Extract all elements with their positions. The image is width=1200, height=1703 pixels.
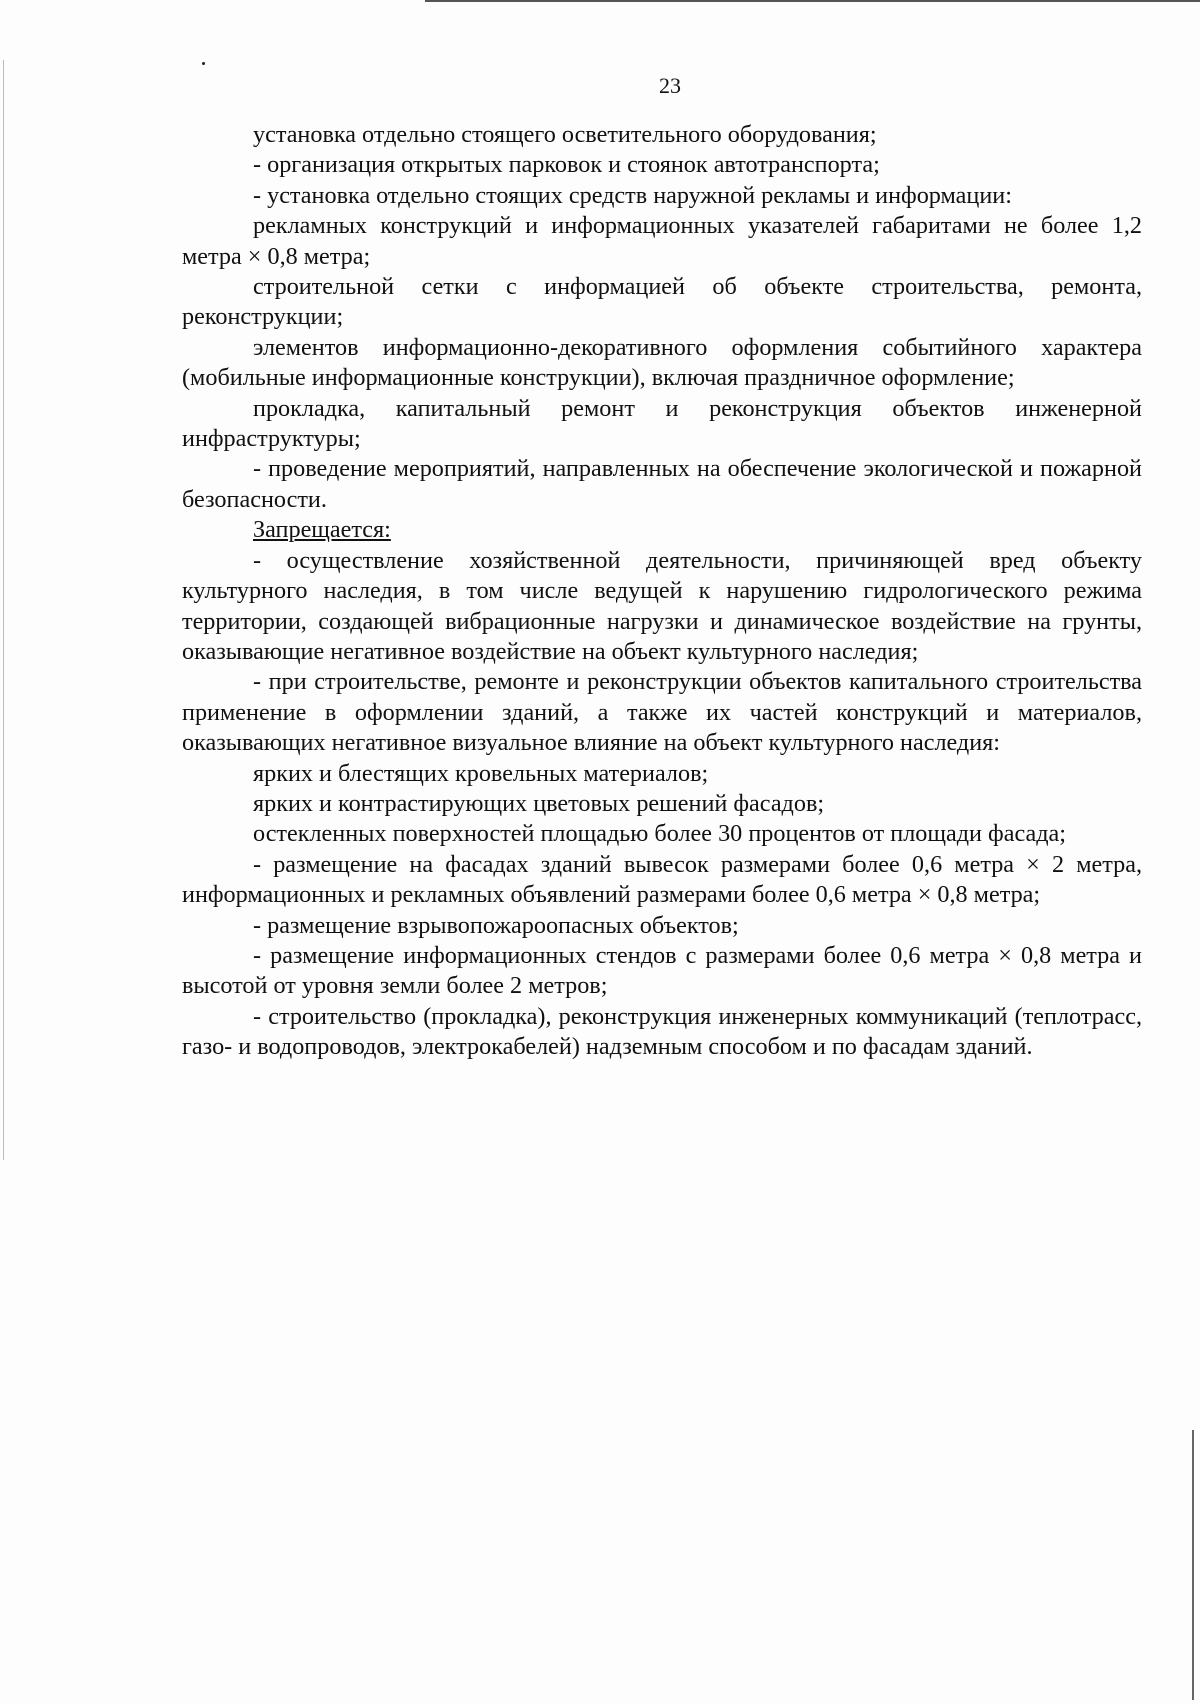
scan-edge-line [3, 60, 4, 1160]
paragraph: установка отдельно стоящего осветительного оборудования; [253, 121, 877, 148]
paragraph: - организация открытых парковок и стоянок автотранспорта; [253, 151, 880, 179]
scan-edge-line [1192, 1430, 1194, 1700]
paragraph: - размещение информационных стендов с размерами более 0,6 метра × 0,8 метра и высотой от уровня земли более 2 метров; [182, 941, 1142, 1000]
paragraph: - установка отдельно стоящих средств наружной рекламы и информации: [253, 181, 1012, 209]
paragraph: ярких и контрастирующих цветовых решений фасадов; [253, 789, 825, 817]
scan-speck [202, 62, 205, 65]
prohibited-heading: Запрещается: [253, 516, 391, 544]
paragraph: - размещение взрывопожароопасных объектов; [253, 911, 739, 939]
section-heading [182, 515, 1142, 545]
scan-border-line [425, 0, 1200, 2]
paragraph: - строительство (прокладка), реконструкция инженерных коммуникаций (теплотрасс, газо- и водопроводов, электрокабелей) надземным способом и по фасадам зданий. [182, 1002, 1142, 1061]
document-body [182, 120, 1142, 1063]
paragraph: остекленных поверхностей площадью более 30 процентов от площади фасада; [253, 820, 1066, 848]
paragraph: рекламных конструкций и информационных указателей габаритами не более 1,2 метра × 0,8 метра; [182, 212, 1142, 270]
paragraph: прокладка, капитальный ремонт и реконструкция объектов инженерной инфраструктуры; [182, 394, 1142, 453]
paragraph: - осуществление хозяйственной деятельности, причиняющей вред объекту культурного наследия, в том числе ведущей к нарушению гидрологического режима территории, создающей вибрационные нагрузки и динамическое воздействие на грунты, оказывающие негативное воздействие на объект культурного наследия; [182, 546, 1142, 665]
paragraph: элементов информационно-декоративного оформления событийного характера (мобильные информационные конструкции), включая праздничное оформление; [182, 333, 1142, 392]
paragraph: - при строительстве, ремонте и реконструкции объектов капитального строительства применение в оформлении зданий, а также их частей конструкций и материалов, оказывающих негативное визуальное влияние на объект культурного наследия: [182, 668, 1142, 757]
paragraph: - размещение на фасадах зданий вывесок размерами более 0,6 метра × 2 метра, информационных и рекламных объявлений размерами более 0,6 метра × 0,8 метра; [182, 850, 1142, 909]
paragraph: - проведение мероприятий, направленных на обеспечение экологической и пожарной безопасности. [182, 455, 1142, 513]
paragraph: ярких и блестящих кровельных материалов; [253, 759, 709, 787]
paragraph: строительной сетки с информацией об объекте строительства, ремонта, реконструкции; [182, 273, 1142, 331]
page-number: 23 [659, 73, 681, 98]
